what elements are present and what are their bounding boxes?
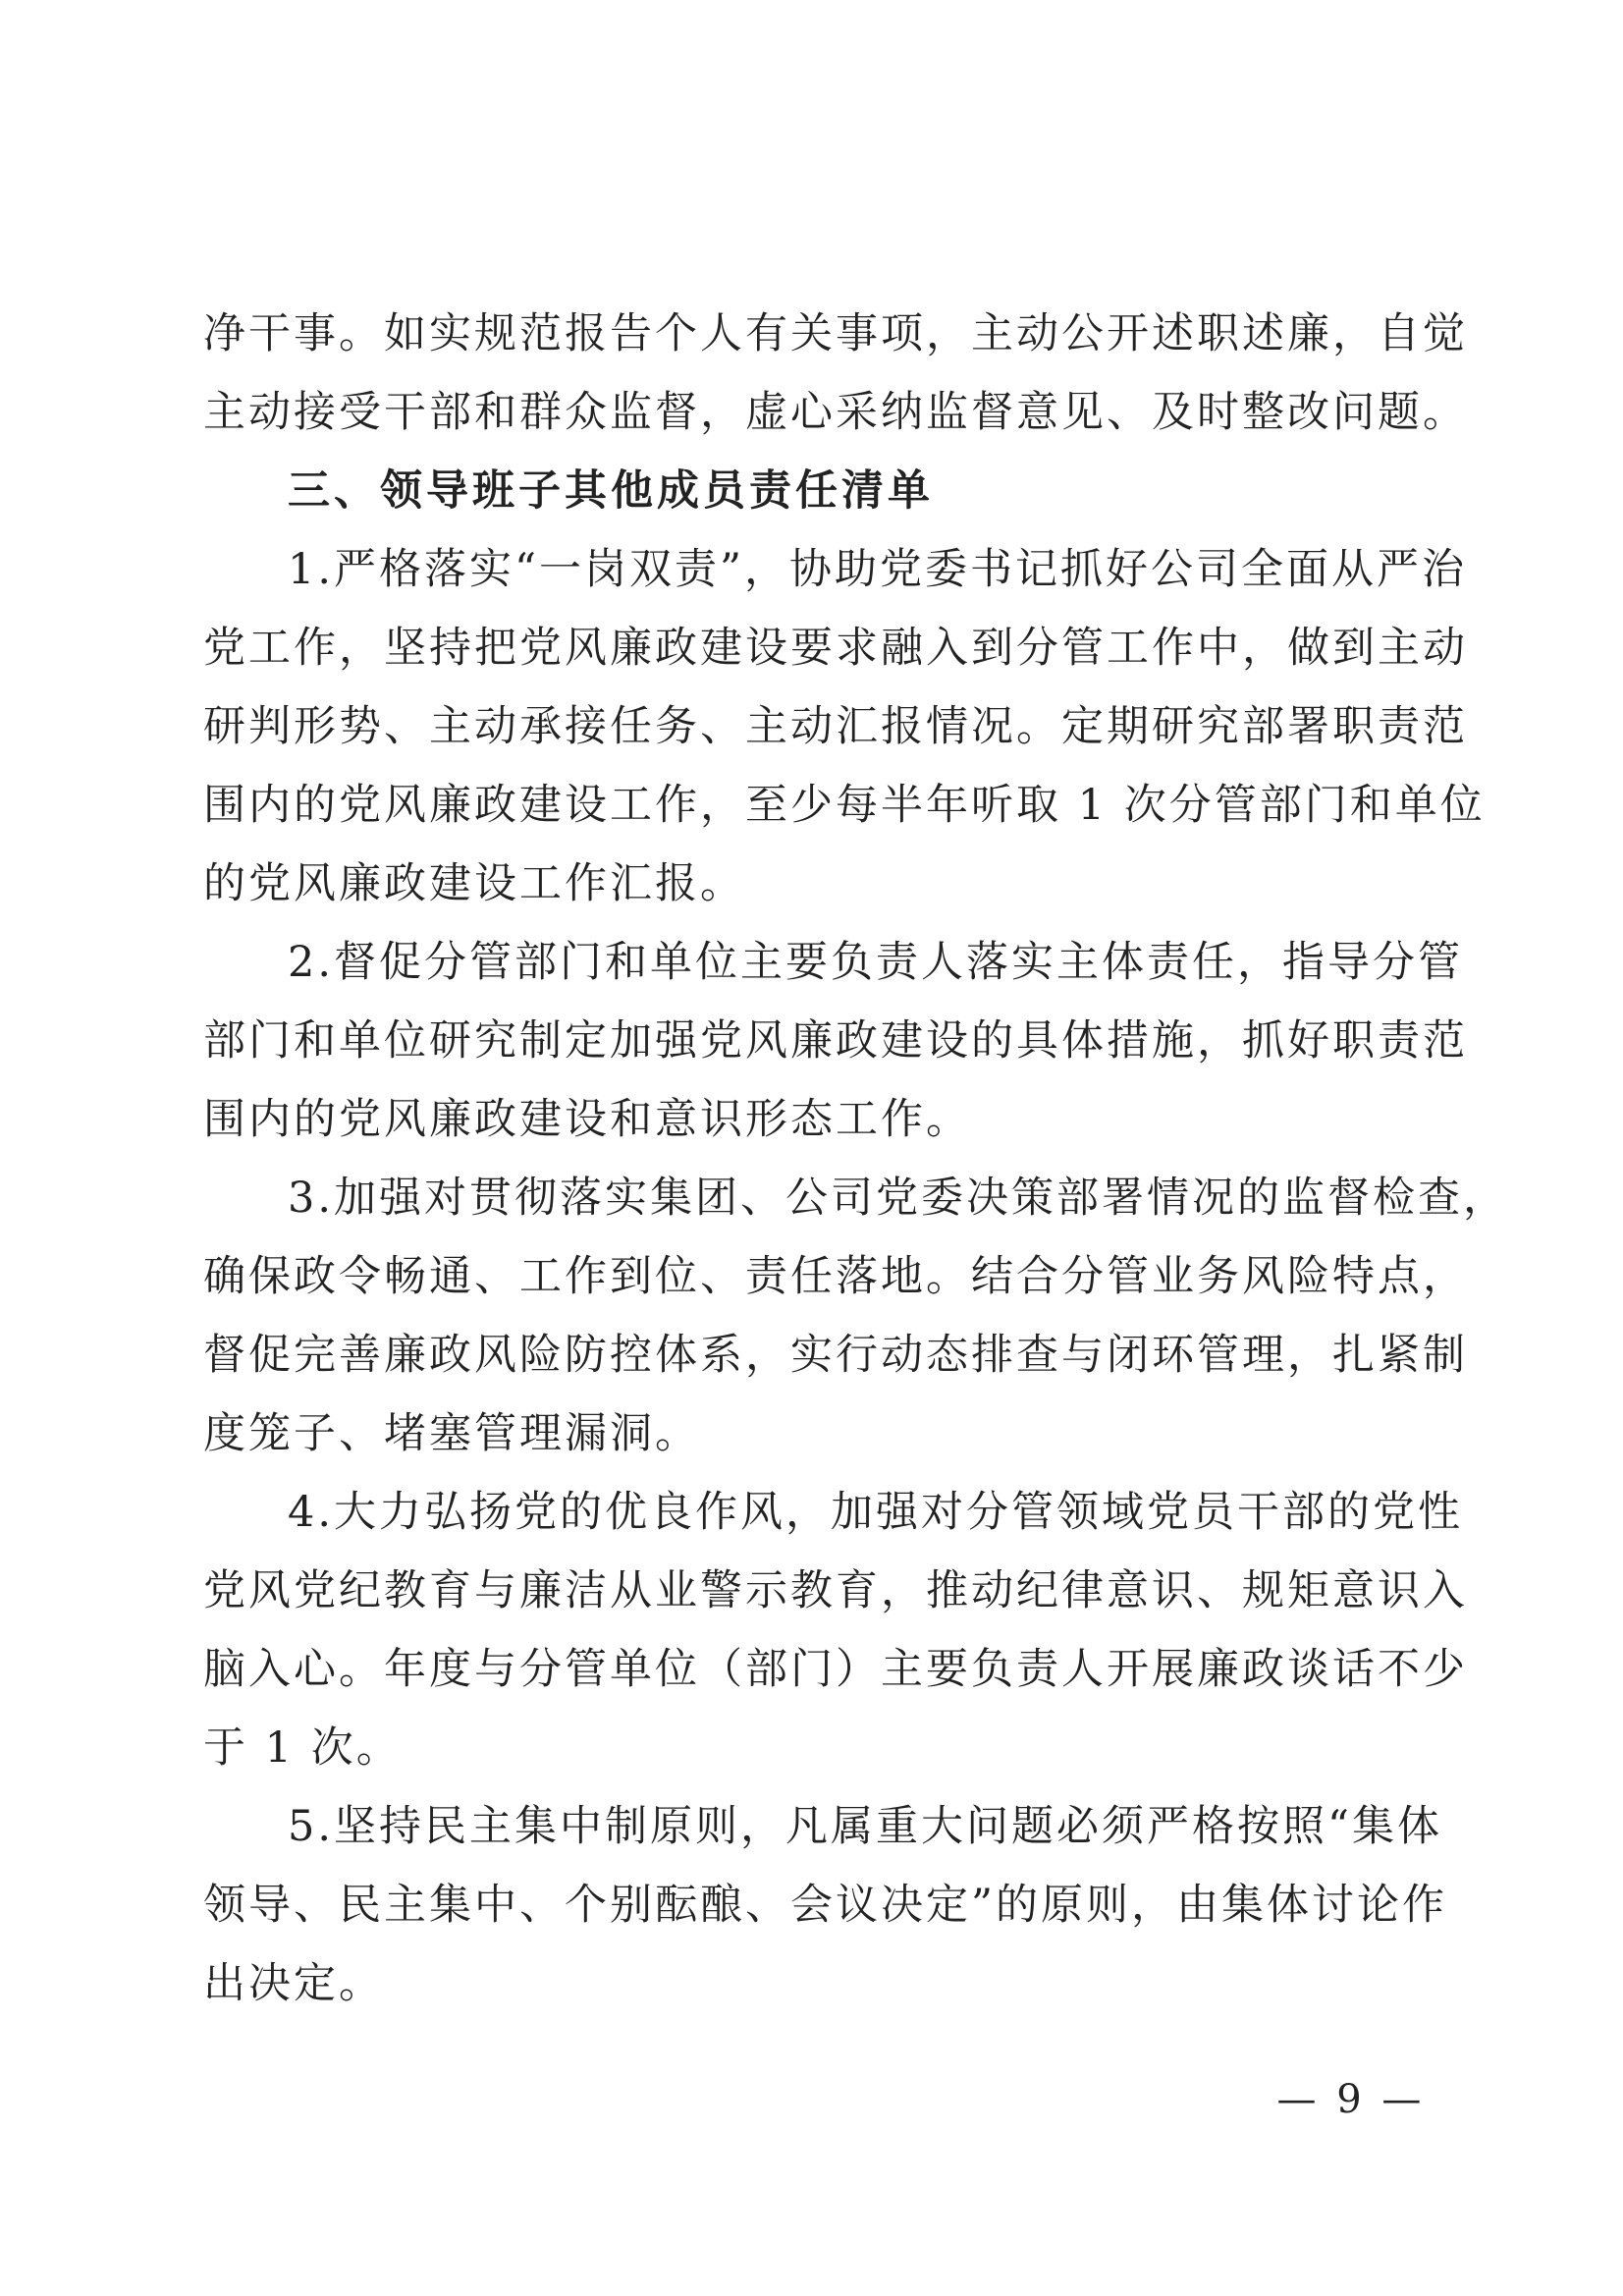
text-line: 主动接受干部和群众监督，虚心采纳监督意见、及时整改问题。 xyxy=(203,388,1468,437)
text-line: 于 1 次。 xyxy=(203,1723,402,1773)
section-heading: 三、领导班子其他成员责任清单 xyxy=(288,466,934,516)
text-line: 2.督促分管部门和单位主要负责人落实主体责任，指导分管 xyxy=(288,938,1464,987)
text-line: 脑入心。年度与分管单位（部门）主要负责人开展廉政谈话不少 xyxy=(203,1645,1468,1694)
paragraph-item-4 xyxy=(203,1473,1468,1787)
text-line: 围内的党风廉政建设和意识形态工作。 xyxy=(203,1095,971,1144)
page-number: — 9 — xyxy=(1276,2077,1426,2122)
text-line: 领导、民主集中、个别酝酿、会议决定”的原则，由集体讨论作 xyxy=(203,1881,1447,1930)
text-line: 度笼子、堵塞管理漏洞。 xyxy=(203,1409,700,1458)
text-line: 党工作，坚持把党风廉政建设要求融入到分管工作中，做到主动 xyxy=(203,624,1468,673)
text-line: 督促完善廉政风险防控体系，实行动态排查与闭环管理，扎紧制 xyxy=(203,1331,1468,1380)
paragraph-item-1 xyxy=(203,530,1486,923)
paragraph-item-2 xyxy=(203,923,1468,1159)
text-line: 部门和单位研究制定加强党风廉政建设的具体措施，抓好职责范 xyxy=(203,1016,1468,1066)
paragraph-continuation xyxy=(203,295,1468,452)
document-body xyxy=(203,295,1509,2023)
paragraph-item-3 xyxy=(203,1159,1509,1473)
text-line: 研判形势、主动承接任务、主动汇报情况。定期研究部署职责范 xyxy=(203,702,1468,751)
text-line: 的党风廉政建设工作汇报。 xyxy=(203,859,745,908)
text-line: 确保政令畅通、工作到位、责任落地。结合分管业务风险特点， xyxy=(203,1252,1468,1301)
text-line: 党风党纪教育与廉洁从业警示教育，推动纪律意识、规矩意识入 xyxy=(203,1566,1468,1615)
text-line: 3.加强对贯彻落实集团、公司党委决策部署情况的监督检查， xyxy=(288,1174,1509,1223)
text-line: 围内的党风廉政建设工作，至少每半年听取 1 次分管部门和单位 xyxy=(203,781,1486,830)
text-line: 5.坚持民主集中制原则，凡属重大问题必须严格按照“集体 xyxy=(288,1802,1443,1851)
text-line: 4.大力弘扬党的优良作风，加强对分管领域党员干部的党性 xyxy=(288,1488,1464,1537)
text-line: 1.严格落实“一岗双责”，协助党委书记抓好公司全面从严治 xyxy=(288,545,1467,594)
text-line: 净干事。如实规范报告个人有关事项，主动公开述职述廉，自觉 xyxy=(203,309,1468,358)
text-line: 出决定。 xyxy=(203,1959,384,2008)
paragraph-item-5 xyxy=(203,1787,1447,2023)
